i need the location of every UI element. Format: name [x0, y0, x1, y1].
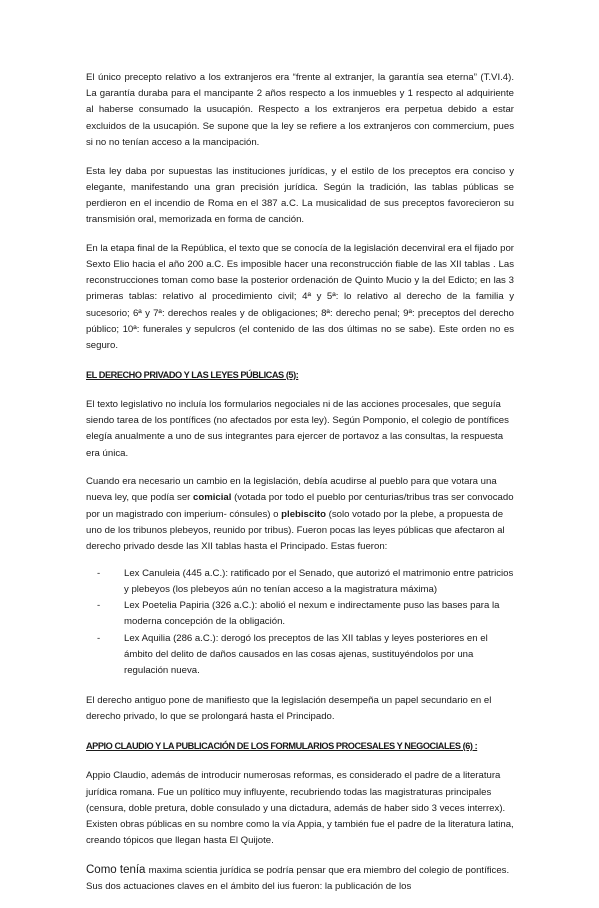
text-segment: (votada por todo el pueblo por centurias/tribus tras ser convocado por un magistrado con imperium- cónsules) o	[86, 492, 514, 520]
list-item-lex-aquilia: - Lex Aquilia (286 a.C.): derogó los preceptos de las XII tablas y leyes posteriores en el ámbito del delito de daños causados en las cosas ajenas, sustituyéndolos por una regulación nueva.	[124, 631, 514, 680]
paragraph-appio-claudio: Appio Claudio, además de introducir numerosas reformas, es considerado el padre de a literatura jurídica romana. Fue un político muy influyente, recubriendo todas las magistraturas principales (censura, doble pretura, doble consulado y una dictadura, además de haber sido 3 veces interrex). Existen obras públicas en su nombre como la vía Appia, y también fue el padre de la literatura latina, creando tópicos que llegan hasta El Quijote.	[86, 770, 514, 847]
term-comicial: comicial	[193, 492, 232, 504]
paragraph-legislation-change	[86, 474, 514, 555]
document-body	[86, 70, 514, 908]
paragraph-maxima-scientia	[86, 862, 514, 895]
paragraph-reconstruction: En la etapa final de la República, el texto que se conocía de la legislación decenviral era el fijado por Sexto Elio hacia el año 200 a.C. Es imposible hacer una reconstrucción fiable de las XII tablas . Las reconstrucciones toman como base la posterior ordenación de Quinto Mucio y la del Edicto; en las 3 primeras tablas: relativo al procedimiento civil; 4ª y 5ª: lo relativo al derecho de la familia y sucesorio; 6ª y 7ª: derechos reales y de obligaciones; 8ª: derecho penal; 9ª: preceptos del derecho público; 10ª: funerales y sepulcros (el contenido de las dos últimas no se sabe). Este orden no es seguro.	[86, 242, 514, 352]
section-heading-private-law: EL DERECHO PRIVADO Y LAS LEYES PÚBLICAS (5):	[86, 369, 299, 380]
laws-list	[86, 566, 514, 679]
section-heading-appio-claudio: APPIO CLAUDIO Y LA PUBLICACIÓN DE LOS FORMULARIOS PROCESALES Y NEGOCIALES (6) :	[86, 741, 478, 752]
text-segment: Cuando era necesario un cambio en la legislación, debía acudirse al pueblo para que votara una nueva ley, que podía ser	[86, 476, 497, 504]
text-segment-lead: Como tenía	[86, 863, 149, 876]
text-segment: (solo votado por la plebe, a propuesta de uno de los tribunos plebeyos, reunido por tribus). Fueron pocas las leyes públicas que afectaron al derecho privado desde las XII tablas hasta el Principado. Estas fueron:	[86, 508, 505, 553]
paragraph-foreigners: El único precepto relativo a los extranjeros era “frente al extranjer, la garantía sea eterna” (T.VI.4). La garantía duraba para el mancipante 2 años respecto a los inmuebles y 1 respecto al adquiriente al haberse consumado la usucapión. Respecto a los extranjeros era perpetua debido a estar excluidos de la usucapión. Se supone que la ley se refiere a los extranjeros con commercium, pues si no no tenían acceso a la mancipación.	[86, 72, 514, 148]
paragraph-law-style: Esta ley daba por supuestas las instituciones jurídicas, y el estilo de los preceptos era conciso y elegante, manifestando una gran precisión jurídica. Según la tradición, las tablas públicas se perdieron en el incendio de Roma en el 387 a.C. La musicalidad de sus preceptos favorecieron su transmisión oral, memorizada en forma de canción.	[86, 165, 514, 226]
list-item-lex-poetelia-papiria: - Lex Poetelia Papiria (326 a.C.): abolió el nexum e indirectamente puso las bases para la moderna concepción de la obligación.	[124, 598, 514, 630]
paragraph-ancient-law: El derecho antiguo pone de manifiesto que la legislación desempeña un papel secundario en el derecho privado, lo que se prolongará hasta el Principado.	[86, 695, 492, 723]
list-item-lex-canuleia: - Lex Canuleia (445 a.C.): ratificado por el Senado, que autorizó el matrimonio entre patricios y plebeyos (los plebeyos aún no tenían acceso a la magistratura máxima)	[124, 566, 514, 598]
text-segment: maxima scientia jurídica se podría pensar que era miembro del colegio de pontífices. Sus dos actuaciones claves en el ámbito del ius fueron: la publicación de los	[86, 864, 510, 893]
paragraph-legislative-text: El texto legislativo no incluía los formularios negociales ni de las acciones procesales, que seguía siendo tarea de los pontífices (no afectados por esta ley). Según Pomponio, el colegio de pontífices elegía anualmente a uno de sus integrantes para ejercer de portavoz a las consultas, la respuesta era única.	[86, 398, 509, 459]
term-plebiscito: plebiscito	[281, 508, 326, 520]
